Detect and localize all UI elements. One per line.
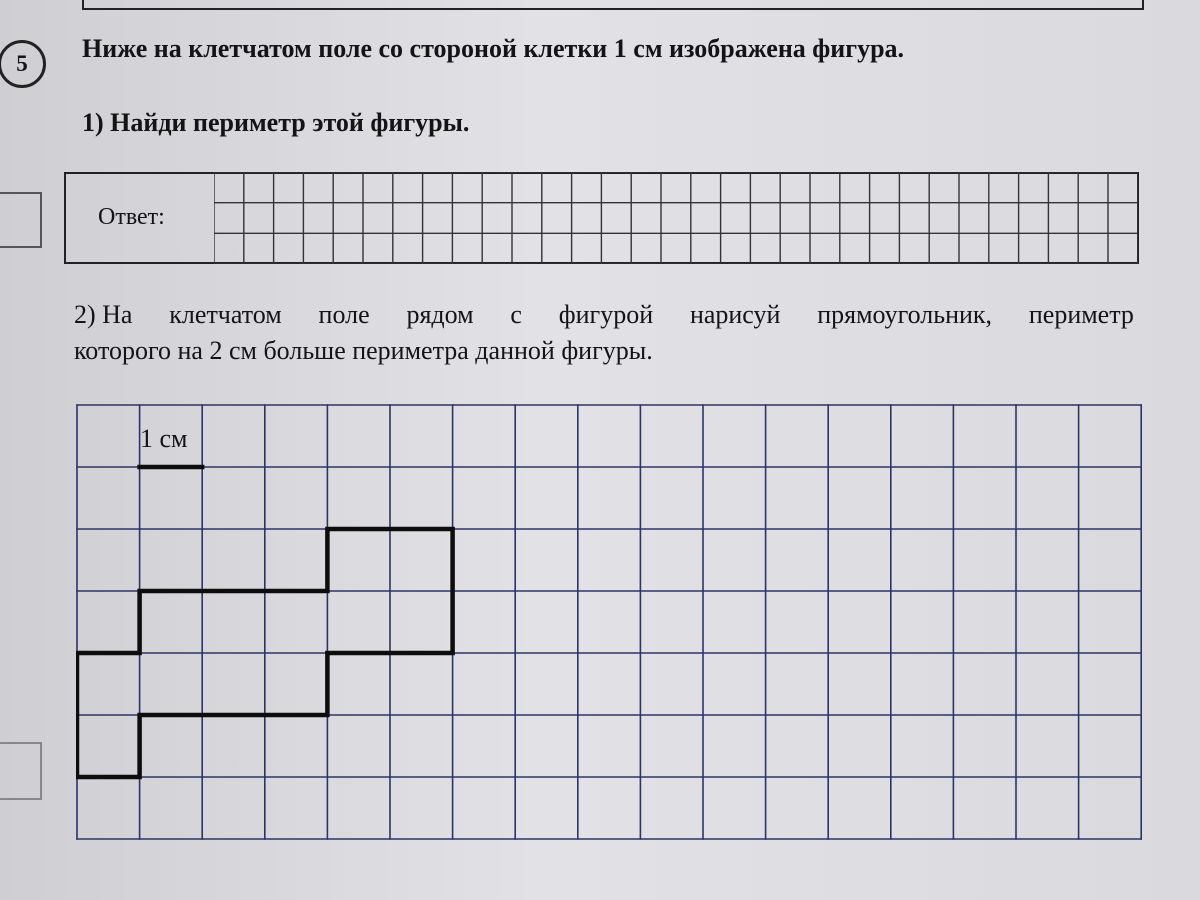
question-2-line-1 bbox=[74, 300, 1134, 330]
question-1: 1) Найди периметр этой фигуры. bbox=[82, 108, 470, 137]
question-2-word: клетчатом bbox=[169, 300, 282, 329]
question-2-word: прямоугольник, bbox=[817, 300, 993, 329]
question-2-word: фигурой bbox=[558, 300, 654, 329]
answer-label: Ответ: bbox=[98, 204, 165, 230]
question-2-word: 2) На bbox=[74, 300, 133, 329]
question-2-word: рядом bbox=[406, 300, 474, 329]
score-box bbox=[0, 192, 42, 248]
question-2-line-2: которого на 2 см больше периметра данной фигуры. bbox=[74, 336, 653, 365]
scale-label: 1 см bbox=[140, 424, 188, 453]
question-2-word: периметр bbox=[1028, 300, 1134, 329]
task-intro: Ниже на клетчатом поле со стороной клетки 1 см изображена фигура. bbox=[82, 34, 905, 63]
score-box-2 bbox=[0, 742, 42, 800]
drawing-grid[interactable] bbox=[76, 404, 1144, 840]
answer-grid[interactable] bbox=[214, 172, 1138, 264]
question-2-word: нарисуй bbox=[689, 300, 781, 329]
question-2-word: поле bbox=[318, 300, 370, 329]
previous-task-box bbox=[82, 0, 1144, 10]
question-2-word: с bbox=[510, 300, 522, 329]
task-number-badge: 5 bbox=[0, 40, 46, 88]
